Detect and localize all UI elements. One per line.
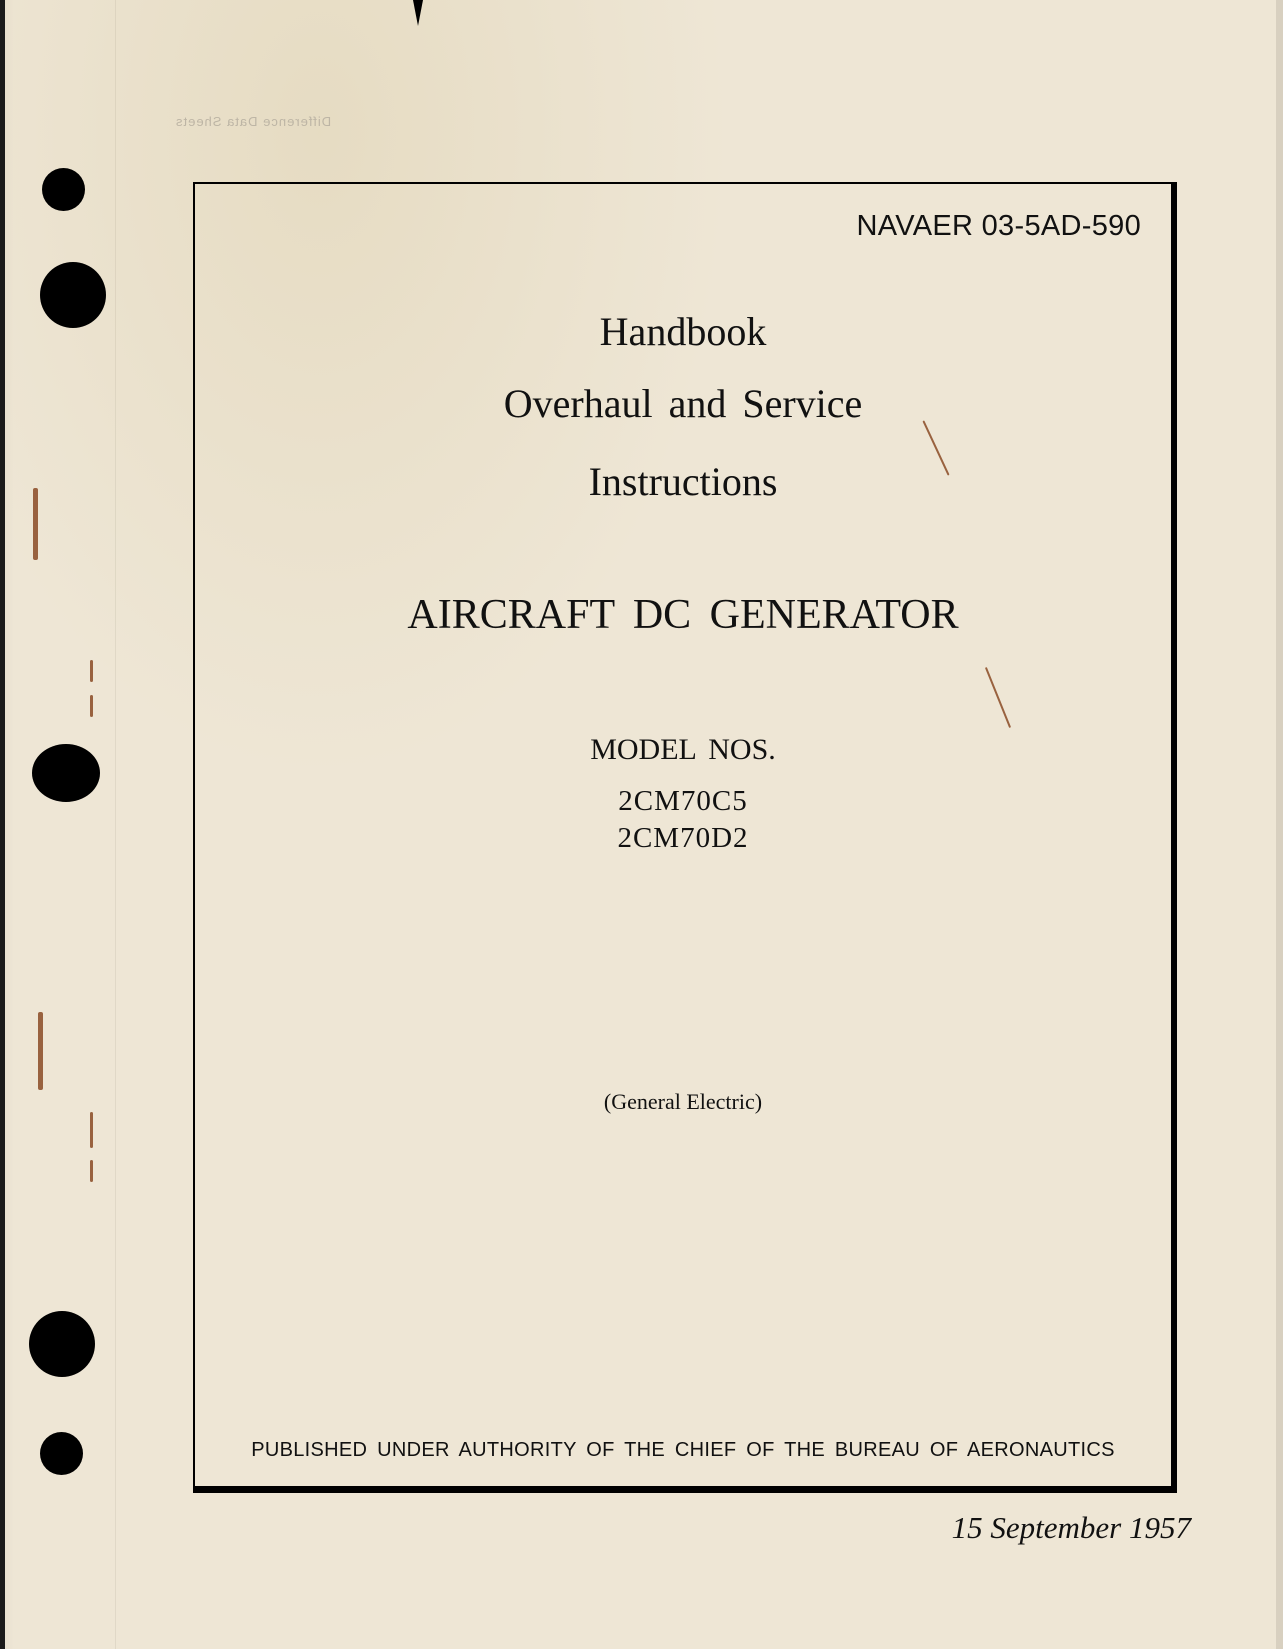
staple-rust-stain-1 [33, 488, 38, 560]
page-tear-mark [413, 0, 423, 26]
binding-fold-line [115, 0, 116, 1649]
staple-rust-stain-2 [90, 660, 93, 682]
manufacturer: (General Electric) [603, 1089, 763, 1114]
punch-hole-4 [29, 1311, 95, 1377]
model-number-1: 2CM70C5 [618, 785, 748, 817]
subject-heading: AIRCRAFT DC GENERATOR [407, 592, 959, 638]
scan-right-edge [1276, 0, 1283, 1649]
punch-hole-5 [40, 1432, 83, 1475]
title-line-overhaul-service: Overhaul and Service [503, 381, 863, 426]
publication-date: 15 September 1957 [951, 1510, 1191, 1545]
staple-rust-stain-4 [38, 1012, 43, 1090]
staple-rust-stain-6 [90, 1160, 93, 1182]
publishing-authority: PUBLISHED UNDER AUTHORITY OF THE CHIEF OF THE BUREAU OF AERONAUTICS [251, 1439, 1115, 1461]
cover-frame [193, 182, 1177, 1493]
punch-hole-3 [32, 744, 100, 802]
bleed-through-text: Difference Data Sheets [175, 114, 332, 129]
staple-rust-stain-3 [90, 695, 93, 717]
punch-hole-1 [42, 168, 85, 211]
document-number: NAVAER 03-5AD-590 [856, 210, 1141, 242]
title-line-handbook: Handbook [599, 309, 767, 354]
punch-hole-2 [40, 262, 106, 328]
model-number-2: 2CM70D2 [617, 822, 749, 854]
staple-rust-stain-5 [90, 1112, 93, 1148]
model-heading: MODEL NOS. [590, 733, 776, 766]
scan-left-edge [0, 0, 5, 1649]
title-line-instructions: Instructions [588, 459, 778, 504]
